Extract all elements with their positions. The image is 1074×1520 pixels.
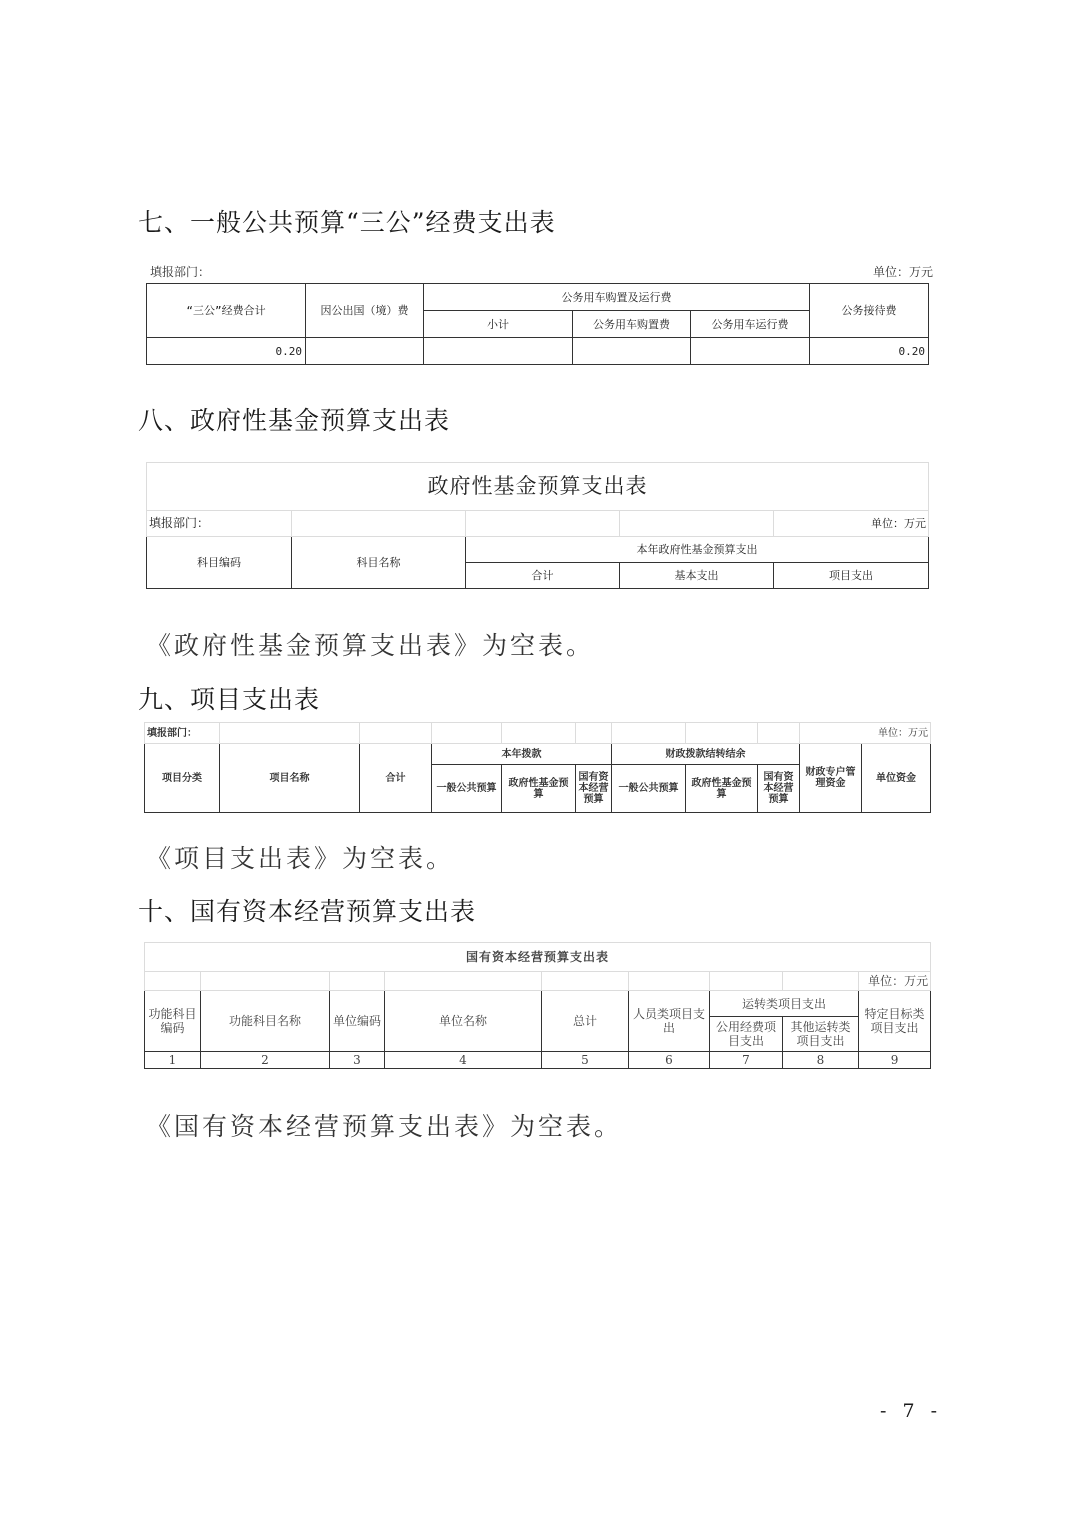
- th-state-capital-budget-2: 国有资本经营预算: [758, 765, 800, 813]
- s8-unit-label: 单位：万元: [774, 511, 929, 537]
- three-public-expense-table: [146, 283, 929, 365]
- col-number: 7: [710, 1052, 783, 1069]
- s10-unit-label: 单位：万元: [859, 972, 931, 991]
- section-9-empty-note: 《项目支出表》为空表。: [146, 844, 455, 873]
- col-number: 3: [330, 1052, 385, 1069]
- th-car-purchase: 公务用车购置费: [573, 311, 691, 338]
- th-carryover: 财政拨款结转结余: [612, 744, 800, 765]
- table-row: [147, 338, 929, 365]
- th-public-funds-projects: 公用经费项目支出: [710, 1017, 783, 1052]
- col-number: 8: [783, 1052, 859, 1069]
- th-project-category: 项目分类: [145, 744, 220, 813]
- section-10-heading: 十、国有资本经营预算支出表: [138, 897, 477, 926]
- th-fund-basic: 基本支出: [620, 563, 774, 589]
- cell-car-operation: [691, 338, 810, 365]
- th-fund-project: 项目支出: [774, 563, 929, 589]
- th-specific-target: 特定目标类项目支出: [859, 991, 931, 1052]
- page-number: - 7 -: [880, 1400, 943, 1422]
- th-state-capital-budget: 国有资本经营预算: [576, 765, 612, 813]
- th-fund-group: 本年政府性基金预算支出: [466, 537, 929, 563]
- col-number: 4: [385, 1052, 542, 1069]
- section-10-empty-note: 《国有资本经营预算支出表》为空表。: [146, 1112, 623, 1141]
- cell-abroad: [306, 338, 424, 365]
- col-number: 2: [201, 1052, 330, 1069]
- section-8-heading: 八、政府性基金预算支出表: [138, 406, 451, 435]
- th-car-operation: 公务用车运行费: [691, 311, 810, 338]
- s7-dept-label: 填报部门：: [150, 265, 211, 279]
- s8-dept-label: 填报部门：: [147, 511, 292, 537]
- state-capital-table-title: 国有资本经营预算支出表: [145, 943, 931, 972]
- th-operation-group: 运转类项目支出: [710, 991, 859, 1017]
- th-reception: 公务接待费: [810, 284, 929, 338]
- th-fund-total: 合计: [466, 563, 620, 589]
- th-func-name: 功能科目名称: [201, 991, 330, 1052]
- th-general-budget: 一般公共预算: [432, 765, 502, 813]
- project-expense-table: [144, 722, 931, 813]
- th-three-public-total: “三公”经费合计: [147, 284, 306, 338]
- col-number: 9: [859, 1052, 931, 1069]
- s9-unit-label: 单位：万元: [800, 723, 931, 744]
- cell-car-purchase: [573, 338, 691, 365]
- s7-unit-label: 单位：万元: [873, 265, 934, 279]
- section-7-heading: 七、一般公共预算“三公”经费支出表: [138, 208, 556, 237]
- section-8-empty-note: 《政府性基金预算支出表》为空表。: [146, 631, 595, 660]
- th-personnel-projects: 人员类项目支出: [629, 991, 710, 1052]
- th-abroad: 因公出国（境）费: [306, 284, 424, 338]
- th-unit-name: 单位名称: [385, 991, 542, 1052]
- section-9-heading: 九、项目支出表: [138, 685, 321, 714]
- s9-dept-label: 填报部门：: [145, 723, 220, 744]
- col-number: 5: [542, 1052, 629, 1069]
- th-subtotal: 小计: [424, 311, 573, 338]
- table-row: [145, 1052, 931, 1069]
- gov-fund-table-title: 政府性基金预算支出表: [147, 463, 929, 511]
- th-grand-total: 总计: [542, 991, 629, 1052]
- th-subject-name: 科目名称: [292, 537, 466, 589]
- th-func-code: 功能科目编码: [145, 991, 201, 1052]
- cell-subtotal: [424, 338, 573, 365]
- cell-total: 0.20: [147, 338, 306, 365]
- th-project-total: 合计: [360, 744, 432, 813]
- th-car-group: 公务用车购置及运行费: [424, 284, 810, 311]
- col-number: 6: [629, 1052, 710, 1069]
- cell-reception: 0.20: [810, 338, 929, 365]
- th-general-budget-2: 一般公共预算: [612, 765, 686, 813]
- col-number: 1: [145, 1052, 201, 1069]
- th-unit-code: 单位编码: [330, 991, 385, 1052]
- gov-fund-table: [146, 462, 929, 589]
- state-capital-table: [144, 942, 931, 1069]
- th-unit-funds: 单位资金: [862, 744, 931, 813]
- th-this-year-appropriation: 本年拨款: [432, 744, 612, 765]
- th-gov-fund-budget-2: 政府性基金预算: [686, 765, 758, 813]
- th-subject-code: 科目编码: [147, 537, 292, 589]
- th-project-name: 项目名称: [220, 744, 360, 813]
- th-gov-fund-budget: 政府性基金预算: [502, 765, 576, 813]
- th-other-operation-projects: 其他运转类项目支出: [783, 1017, 859, 1052]
- th-special-account: 财政专户管理资金: [800, 744, 862, 813]
